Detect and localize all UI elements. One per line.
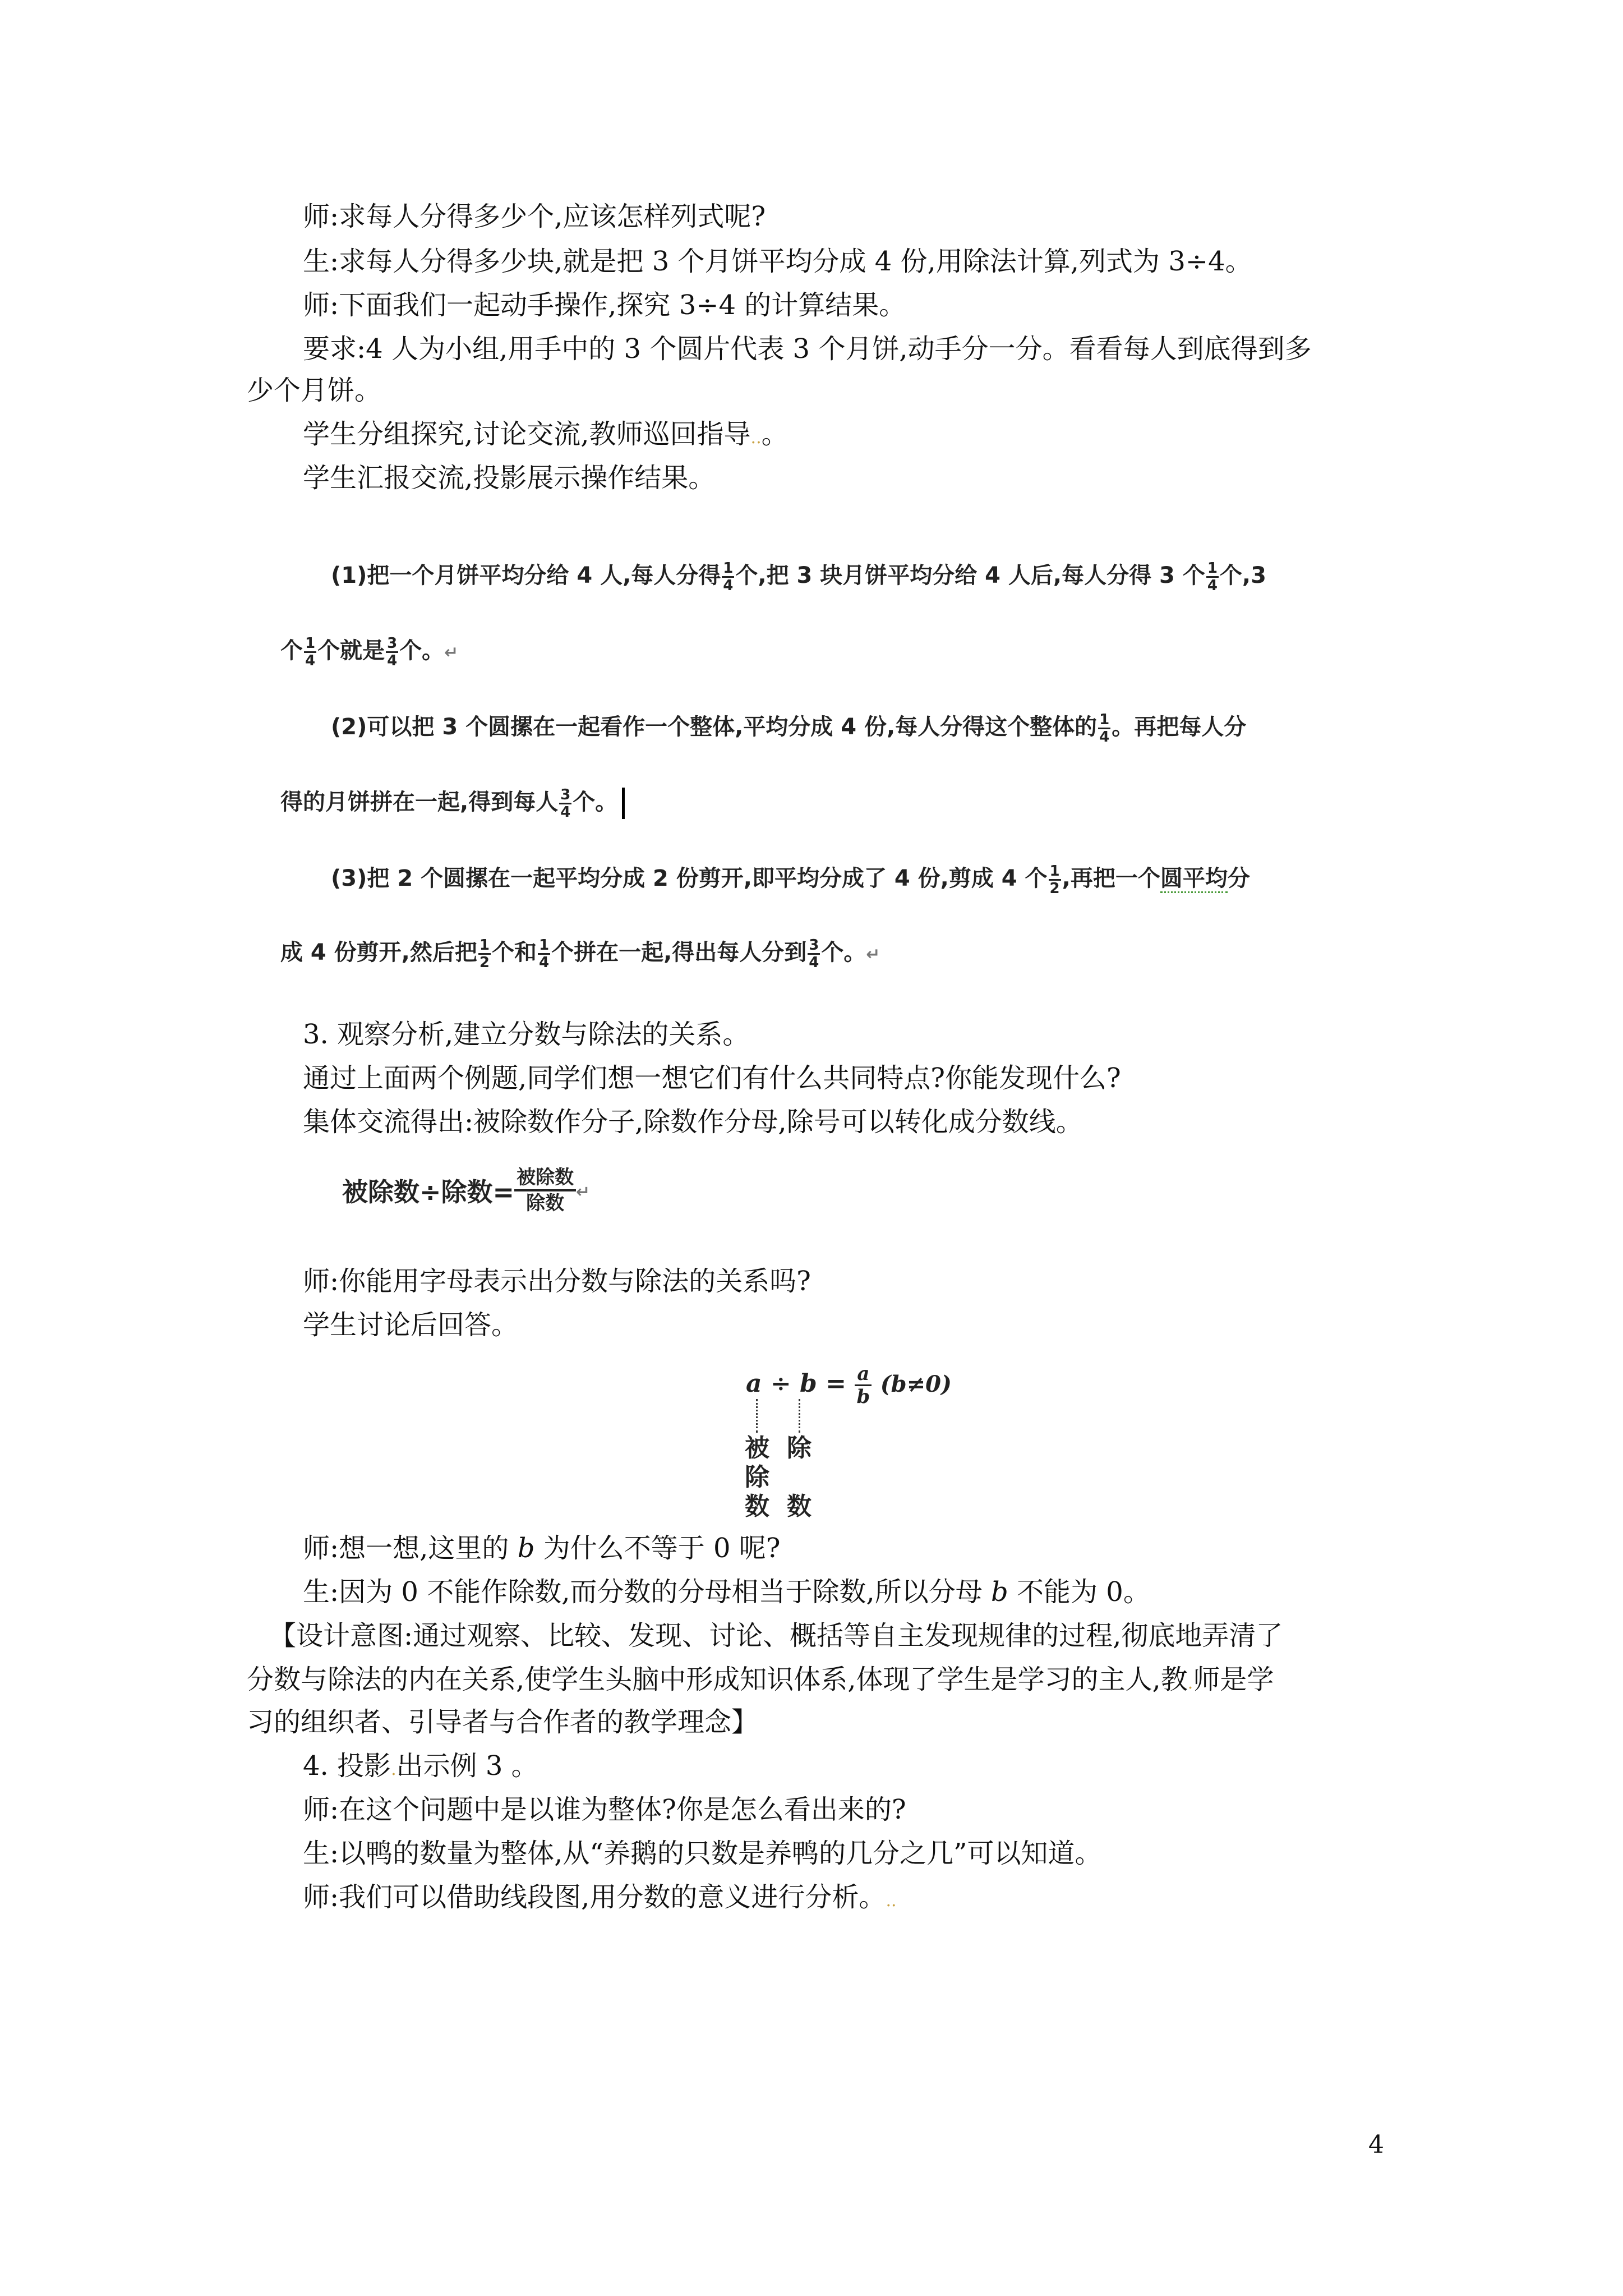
group-explore-text: 学生分组探究,讨论交流,教师巡回指导 [303, 418, 751, 450]
paragraph-teacher-explore: 师:下面我们一起动手操作,探究 3÷4 的计算结果。 [303, 289, 906, 321]
label-char: 除 [787, 1434, 811, 1462]
text-part: 师:我们可以借助线段图,用分数的意义进行分析。 [303, 1881, 886, 1913]
result-3-line-1 [331, 862, 1250, 896]
dotted-connector-a [756, 1399, 758, 1433]
student-duck-answer: 生:以鸭的数量为整体,从“养鹅的只数是养鸭的几分之几”可以知道。 [303, 1838, 1102, 1869]
fraction-one-quarter [722, 560, 734, 593]
fraction-one-quarter [304, 636, 316, 669]
result-3-text-e: 成 4 份剪开,然后把 [280, 940, 477, 965]
paragraph-requirement: 要求:4 人为小组,用手中的 3 个圆片代表 3 个月饼,动手分一分。看看每人到底得到多 [303, 333, 1312, 365]
return-mark-icon: ↵ [576, 1182, 591, 1202]
dotted-connector-b [799, 1399, 800, 1433]
fraction-one-quarter [538, 937, 550, 970]
section-4-heading [303, 1749, 538, 1787]
letter-b: b [517, 1533, 535, 1564]
text-part: 4. 投影 [303, 1750, 391, 1782]
result-1-text-d: 个 [280, 638, 303, 664]
teacher-why-b [303, 1531, 781, 1565]
result-1-text-a: (1)把一个月饼平均分给 4 人,每人分得 [331, 563, 721, 588]
result-3-text-g: 个拼在一起,得出每人分到 [551, 940, 807, 965]
paragraph-report: 学生汇报交流,投影展示操作结果。 [303, 462, 716, 494]
label-divisor [785, 1434, 813, 1521]
fraction-denominator: 4 [560, 803, 571, 821]
fraction-three-quarters [386, 636, 398, 669]
page-number: 4 [1368, 2131, 1384, 2159]
label-char: 数 [745, 1492, 769, 1521]
paragraph-requirement-cont: 少个月饼。 [247, 375, 382, 406]
text-part: 出示例 3 。 [396, 1750, 538, 1782]
text-cursor [622, 788, 625, 819]
result-3-line-2 [280, 936, 880, 972]
teacher-line-diagram [303, 1880, 897, 1918]
fraction-denominator: 4 [1207, 577, 1218, 594]
return-mark-icon: ↵ [866, 945, 880, 964]
section-3-heading: 3. 观察分析,建立分数与除法的关系。 [303, 1019, 750, 1050]
fraction-one-half [1049, 863, 1061, 896]
text-part: 为什么不等于 0 呢? [543, 1533, 781, 1564]
teacher-whole-question: 师:在这个问题中是以谁为整体?你是怎么看出来的? [303, 1794, 906, 1825]
fraction-numerator: 1 [723, 559, 734, 577]
fraction-one-quarter [1098, 712, 1110, 745]
spellcheck-underline: 圆平均 [1160, 866, 1228, 893]
teacher-letter-question: 师:你能用字母表示出分数与除法的关系吗? [303, 1266, 811, 1297]
result-2-text-c: 得的月饼拼在一起,得到每人 [280, 789, 559, 815]
result-1-text-b: 个,把 3 块月饼平均分给 4 人后,每人分得 3 个 [735, 563, 1205, 588]
fraction-numerator: 1 [479, 936, 490, 954]
fraction-numerator: 1 [1207, 559, 1218, 577]
text-part: 师:想一想,这里的 [303, 1533, 509, 1564]
edit-mark: . [1187, 1673, 1193, 1693]
formula-equals: = [826, 1369, 847, 1398]
design-intent-line-3: 习的组织者、引导者与合作者的教学理念】 [247, 1706, 759, 1738]
fraction-numerator: 1 [1049, 862, 1060, 880]
edit-mark: . [391, 1760, 396, 1779]
formula-lhs: 被除数÷除数= [342, 1177, 515, 1207]
fraction-numerator: 1 [305, 634, 316, 652]
formula-numerator: a [855, 1363, 872, 1386]
formula-letters [746, 1363, 952, 1407]
formula-numerator: 被除数 [514, 1166, 576, 1191]
fraction-numerator: 3 [387, 634, 398, 652]
result-3-text-h: 个。 [821, 940, 866, 965]
edit-mark: .. [886, 1891, 897, 1911]
fraction-numerator: 1 [538, 936, 550, 954]
result-3-text-d: 分 [1227, 866, 1250, 891]
result-3-text-b: ,再把一个 [1062, 866, 1160, 891]
result-1-text-e: 个就是 [317, 638, 385, 664]
result-3-text-a: (3)把 2 个圆摞在一起平均分成 2 份剪开,即平均分成了 4 份,剪成 4 个 [331, 866, 1048, 891]
fraction-denominator: 4 [809, 954, 819, 971]
paragraph-student-answer: 生:求每人分得多少块,就是把 3 个月饼平均分成 4 份,用除法计算,列式为 3÷4。 [303, 246, 1252, 277]
formula-condition: (b≠0) [880, 1371, 952, 1397]
formula-denominator: 除数 [526, 1192, 565, 1214]
result-2-text-a: (2)可以把 3 个圆摞在一起看作一个整体,平均分成 4 份,每人分得这个整体的 [331, 714, 1098, 740]
result-1-line-2 [280, 634, 458, 670]
fraction-one-quarter [1206, 560, 1219, 593]
fraction-numerator: 1 [1099, 711, 1110, 728]
result-2-text-d: 个。 [573, 789, 618, 815]
paragraph-group-explore: 学生分组探究,讨论交流,教师巡回指导..。 [303, 418, 789, 450]
fraction-numerator: 3 [809, 936, 819, 954]
result-1-text-c: 个,3 [1219, 563, 1266, 588]
formula-a: a [746, 1369, 762, 1398]
fraction-denominator: 4 [1099, 728, 1110, 746]
fraction-three-quarters [559, 787, 571, 820]
section-3-question: 通过上面两个例题,同学们想一想它们有什么共同特点?你能发现什么? [303, 1062, 1121, 1094]
label-char: 被 [745, 1434, 769, 1462]
student-discuss: 学生讨论后回答。 [303, 1309, 519, 1341]
formula-divide: ÷ [770, 1369, 791, 1398]
design-intent-line-1: 【设计意图:通过观察、比较、发现、讨论、概括等自主发现规律的过程,彻底地弄清了 [269, 1620, 1283, 1651]
paragraph-teacher-question: 师:求每人分得多少个,应该怎样列式呢? [303, 201, 766, 232]
result-2-line-2 [280, 785, 625, 820]
fraction-one-half [478, 937, 491, 970]
fraction-denominator: 2 [479, 954, 490, 971]
fraction-denominator: 4 [387, 652, 398, 669]
text-part: 不能为 0。 [1017, 1576, 1150, 1608]
fraction-numerator: 3 [560, 786, 571, 803]
return-mark-icon: ↵ [444, 643, 459, 662]
result-1-text-f: 个。 [399, 638, 445, 664]
result-3-text-f: 个和 [491, 940, 537, 965]
fraction-denominator: 2 [1049, 880, 1060, 897]
design-intent-line-2 [247, 1663, 1274, 1700]
text-part: 师是学 [1193, 1664, 1274, 1695]
formula-denominator: b [856, 1386, 870, 1408]
formula-b: b [800, 1369, 817, 1398]
formula-fraction [514, 1166, 576, 1215]
label-char: 数 [787, 1492, 811, 1521]
fraction-denominator: 4 [723, 577, 734, 594]
formula-dividend-divisor [342, 1166, 590, 1215]
result-1-line-1 [331, 559, 1266, 593]
fraction-denominator: 4 [538, 954, 550, 971]
letter-b: b [991, 1576, 1008, 1608]
text-part: 分数与除法的内在关系,使学生头脑中形成知识体系,体现了学生是学习的主人,教 [247, 1664, 1188, 1695]
result-2-line-1 [331, 710, 1246, 745]
fraction-three-quarters [808, 937, 820, 970]
student-because [303, 1575, 1150, 1609]
section-3-conclusion: 集体交流得出:被除数作分子,除数作分母,除号可以转化成分数线。 [303, 1106, 1083, 1138]
label-char: 除 [745, 1463, 769, 1492]
text-part: 生:因为 0 不能作除数,而分数的分母相当于除数,所以分母 [303, 1576, 983, 1608]
result-2-text-b: 。再把每人分 [1112, 714, 1247, 740]
label-dividend [743, 1434, 771, 1521]
fraction-denominator: 4 [305, 652, 316, 669]
formula-fraction-ab [855, 1363, 872, 1407]
edit-mark: .. [750, 428, 762, 448]
